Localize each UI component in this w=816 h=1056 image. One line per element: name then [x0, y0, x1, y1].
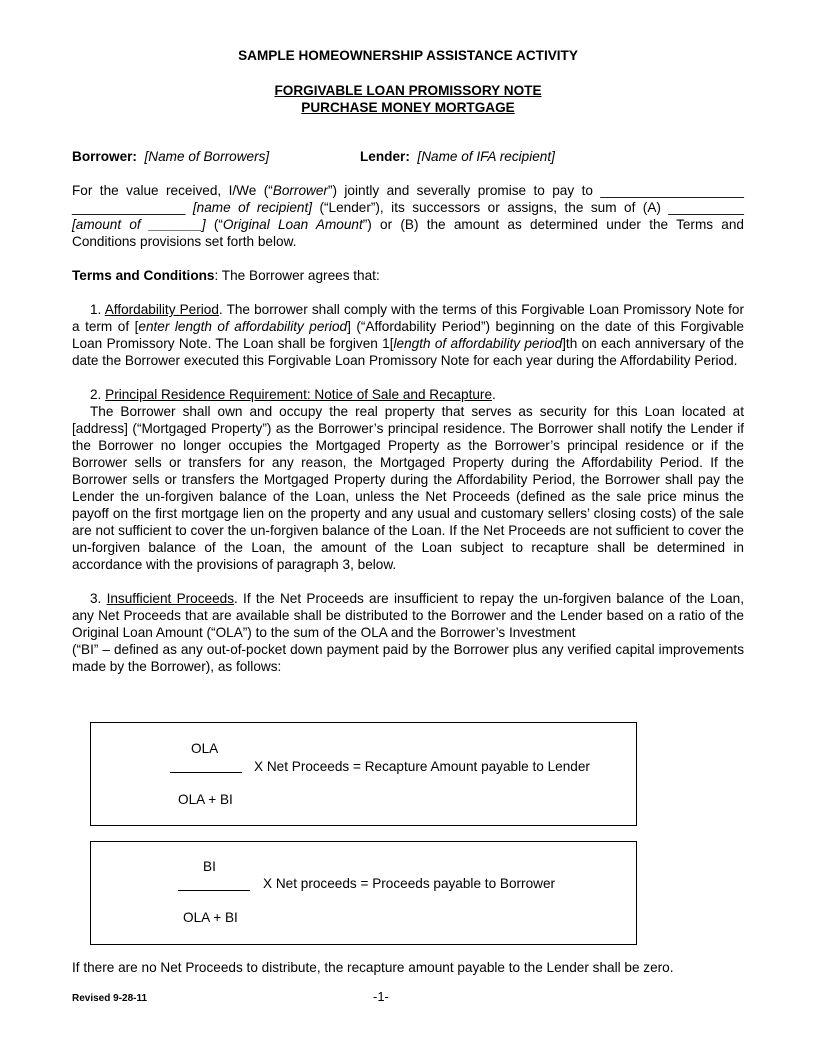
- document-subtitle-2: PURCHASE MONEY MORTGAGE: [301, 100, 515, 115]
- borrower-label: Borrower:: [72, 149, 137, 164]
- section-3-continued: (“BI” – defined as any out-of-pocket down payment paid by the Borrower plus any verified capital improvements made by the Borrower), as follows:: [72, 642, 744, 674]
- lender-field: [360, 148, 555, 165]
- lender-label: Lender:: [360, 149, 410, 164]
- final-statement: If there are no Net Proceeds to distribute, the recapture amount payable to the Lender shall be zero.: [72, 960, 674, 975]
- formula-2-expression: X Net proceeds = Proceeds payable to Borrower: [263, 876, 556, 891]
- formula-2-denominator: OLA + BI: [183, 910, 238, 925]
- intro-paragraph: For the value received, I/We (“Borrower”) jointly and severally promise to pay to ___________________ _______________ [name of recipient] (“Lender”), its successors or assigns, the sum of (A) __________ [amount of _______] (“Original Loan Amount”) or (B) the amount as determined under the Terms and Conditions provisions set forth below.: [72, 183, 744, 249]
- document-body: [72, 45, 744, 675]
- section-2-heading: Principal Residence Requirement: Notice of Sale and Recapture: [105, 387, 493, 402]
- document-title: SAMPLE HOMEOWNERSHIP ASSISTANCE ACTIVITY: [238, 48, 578, 63]
- page-number: -1-: [373, 989, 389, 1004]
- revision-date: Revised 9-28-11: [72, 993, 148, 1004]
- formula-box-lender: [90, 722, 637, 826]
- formula-1-expression: X Net Proceeds = Recapture Amount payable to Lender: [254, 759, 590, 774]
- formula-2-numerator: BI: [203, 859, 216, 874]
- lender-value: [Name of IFA recipient]: [417, 149, 555, 164]
- borrower-field: [72, 149, 269, 164]
- document-subtitle-1: FORGIVABLE LOAN PROMISSORY NOTE: [274, 83, 542, 98]
- formula-1-fraction-bar: [170, 772, 242, 773]
- formula-box-borrower: [90, 841, 637, 945]
- parties-line: [72, 148, 744, 165]
- formula-1-denominator: OLA + BI: [178, 792, 233, 807]
- section-2-title: 2. Principal Residence Requirement: Notice of Sale and Recapture.: [90, 387, 496, 402]
- borrower-value: [Name of Borrowers]: [144, 149, 270, 164]
- section-1: 1. Affordability Period. The borrower shall comply with the terms of this Forgivable Loan Promissory Note for a term of [enter length of affordability period] (“Affordability Period”) beginning on the date of this Forgivable Loan Promissory Note. The Loan shall be forgiven 1[length of affordability period]th on each anniversary of the date the Borrower executed this Forgivable Loan Promissory Note for each year during the Affordability Period.: [72, 302, 744, 368]
- formula-1-numerator: OLA: [191, 741, 219, 756]
- section-2-body: The Borrower shall own and occupy the real property that serves as security for this Loan located at [address] (“Mortgaged Property”) as the Borrower’s principal residence. The Borrower shall notify the Lender if the Borrower no longer occupies the Mortgaged Property as the Borrower’s principal residence or if the Borrower sells or transfers for any reason, the Mortgaged Property during the Affordability Period. If the Borrower sells or transfers the Mortgaged Property during the Affordability Period, the Borrower shall pay the Lender the un-forgiven balance of the Loan, unless the Net Proceeds (defined as the sale price minus the payoff on the first mortgage lien on the property and any usual and customary sellers’ closing costs) of the sale are not sufficient to cover the un-forgiven balance of the Loan. If the Net Proceeds are not sufficient to cover the un-forgiven balance of the Loan, the amount of the Loan subject to recapture shall be determined in accordance with the provisions of paragraph 3, below.: [72, 404, 744, 572]
- section-3: 3. Insufficient Proceeds. If the Net Proceeds are insufficient to repay the un-forgiven balance of the Loan, any Net Proceeds that are available shall be distributed to the Borrower and the Lender based on a ratio of the Original Loan Amount (“OLA”) to the sum of the OLA and the Borrower’s Investment: [72, 591, 744, 640]
- terms-heading: Terms and Conditions: The Borrower agrees that:: [72, 268, 380, 283]
- formula-2-fraction-bar: [178, 890, 250, 891]
- section-1-heading: Affordability Period: [104, 302, 219, 317]
- section-3-heading: Insufficient Proceeds: [106, 591, 235, 606]
